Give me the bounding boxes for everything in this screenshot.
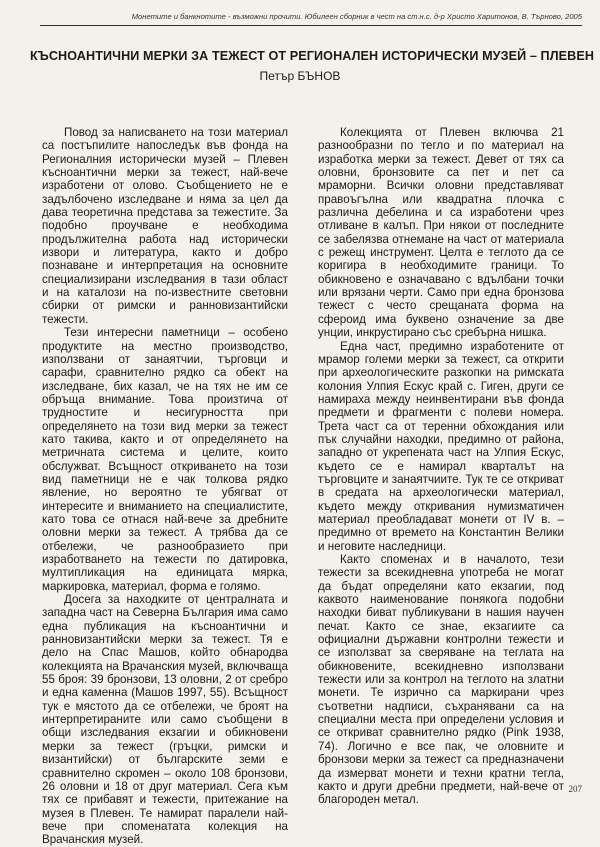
paragraph: Досега за находките от централната и западна част на Северна България има само една публикация на късноантични и ранновизантийски мерки за тежест. Тя е дело на Спас Машов, който обнародва колекцията на Врачанския музей, включваща 55 броя: 39 бронзови, 13 оловни, 2 от сребро и една каменна (Машов 1997, 55). Всъщност тук е мястото да се отбележи, че броят на интерпретираните или само съобщени в общи изследвания екзагии и обикновени мерки за тежест (гръцки, римски и византийски) от българските земи е сравнително скромен – около 108 бронзови, 26 оловни и 18 от друг материал. Сега към тях се прибавят и тежести, притежание на музея в Плевен. Те намират паралели най-вече при споменатата колекция на Врачанския музей.: [42, 593, 288, 847]
paragraph: Повод за написването на този материал са постъпилите напоследък във фонда на Регионалния исторически музей – Плевен късноантични мерки за тежест, най-вече изработени от олово. Съобщението не е задълбочено изследване и няма за цел да дава теоретична представа за тежестите. За подобно проучване е необходима продължителна работа над исторически извори и литература, както и добро познаване и интерпретация на основните специализирани изследвания в тази област и на каталози на по-известните световни сбирки от римски и ранновизантийски тежести.: [42, 126, 288, 326]
paragraph: Колекцията от Плевен включва 21 разнообразни по тегло и по материал на изработка мерки за тежест. Девет от тях са оловни, бронзовите са пет и пет са мраморни. Всички оловни представляват правоъгълна или квадратна плочка с различна дебелина и са изработени чрез отливане в калъп. При някои от последните се забелязва отнемане на част от материала с режещ инструмент. Целта е теглото да се коригира в необходимите граници. То обикновено е означавано с вдълбани точки или врязани черти. Само при една бронзова тежест с често срещаната форма на сфероид има буквено означение за две унции, инкрустирано със сребърна нишка.: [318, 126, 564, 340]
paragraph: Една част, предимно изработените от мрамор големи мерки за тежест, са открити при археологическите разкопки на римската колония Улпия Ескус край с. Гиген, други се намираха между неинвентирани във фонда предмети и фрагменти с полеви номера. Трета част са от теренни обхождания или пък случайни находки, предимно от района, западно от укрепената част на Улпия Ескус, където се е намирал кварталът на търговците и занаятчиите. Тук те се откриват в средата на археологически материал, където между откривания нумизматичен материал преобладават монети от IV в. – предимно от времето на Константин Велики и неговите наследници.: [318, 339, 564, 553]
header-rule: [40, 25, 582, 26]
paragraph: Както споменах и в началото, тези тежести за всекидневна употреба не могат да бъдат определяни като екзагии, под каквото наименование понякога подобни находки биват публикувани в нашия научен печат. Както се знае, екзагиите са официални държавни контролни тежести и се използват за сверяване на теглата на обикновените, всекидневно използвани тежести или за контрол на теглото на златни монети. Те изрично са маркирани чрез съответни надписи, съхранявани са на специални места при определени условия и се откриват сравнително рядко (Pink 1938, 74). Логично е все пак, че оловните и бронзови мерки за тежест са предназначени да измерват монети и техни кратни тегла, както и други дребни предмети, най-вече от благороден метал.: [318, 553, 564, 807]
running-head: Монетите и банкнотите - възможни прочити. Юбилеен сборник в чест на ст.н.с. д-р Христо Харитонов, В. Търново, 2005: [131, 12, 582, 21]
paragraph: Тези интересни паметници – особено продуктите на местно производство, използвани от занаятчии, търговци и сарафи, сравнително рядко са обект на изследване, бих казал, че на тях не им се обръща внимание. Това произтича от трудностите и несигурността при определянето на този вид мерки за тежест като такива, както и от определянето на метричната система и целите, които обслужват. Всъщност откриването на този вид паметници не е чак толкова рядко явление, но вероятно те убягват от интересите и вниманието на специалистите, като това се отнася най-вече за дребните оловни мерки за тежест. А трябва да се отбележи, че разнообразието при изработването на тежести по датировка, мултипликация на единицата мярка, маркировка, материал, форма е голямо.: [42, 326, 288, 593]
page-number: 207: [568, 784, 582, 794]
article-author: Петър БЪНОВ: [259, 69, 341, 83]
left-column: [42, 126, 288, 847]
article-title: КЪСНОАНТИЧНИ МЕРКИ ЗА ТЕЖЕСТ ОТ РЕГИОНАЛЕН ИСТОРИЧЕСКИ МУЗЕЙ – ПЛЕВЕН: [30, 49, 595, 64]
right-column: [318, 126, 564, 807]
